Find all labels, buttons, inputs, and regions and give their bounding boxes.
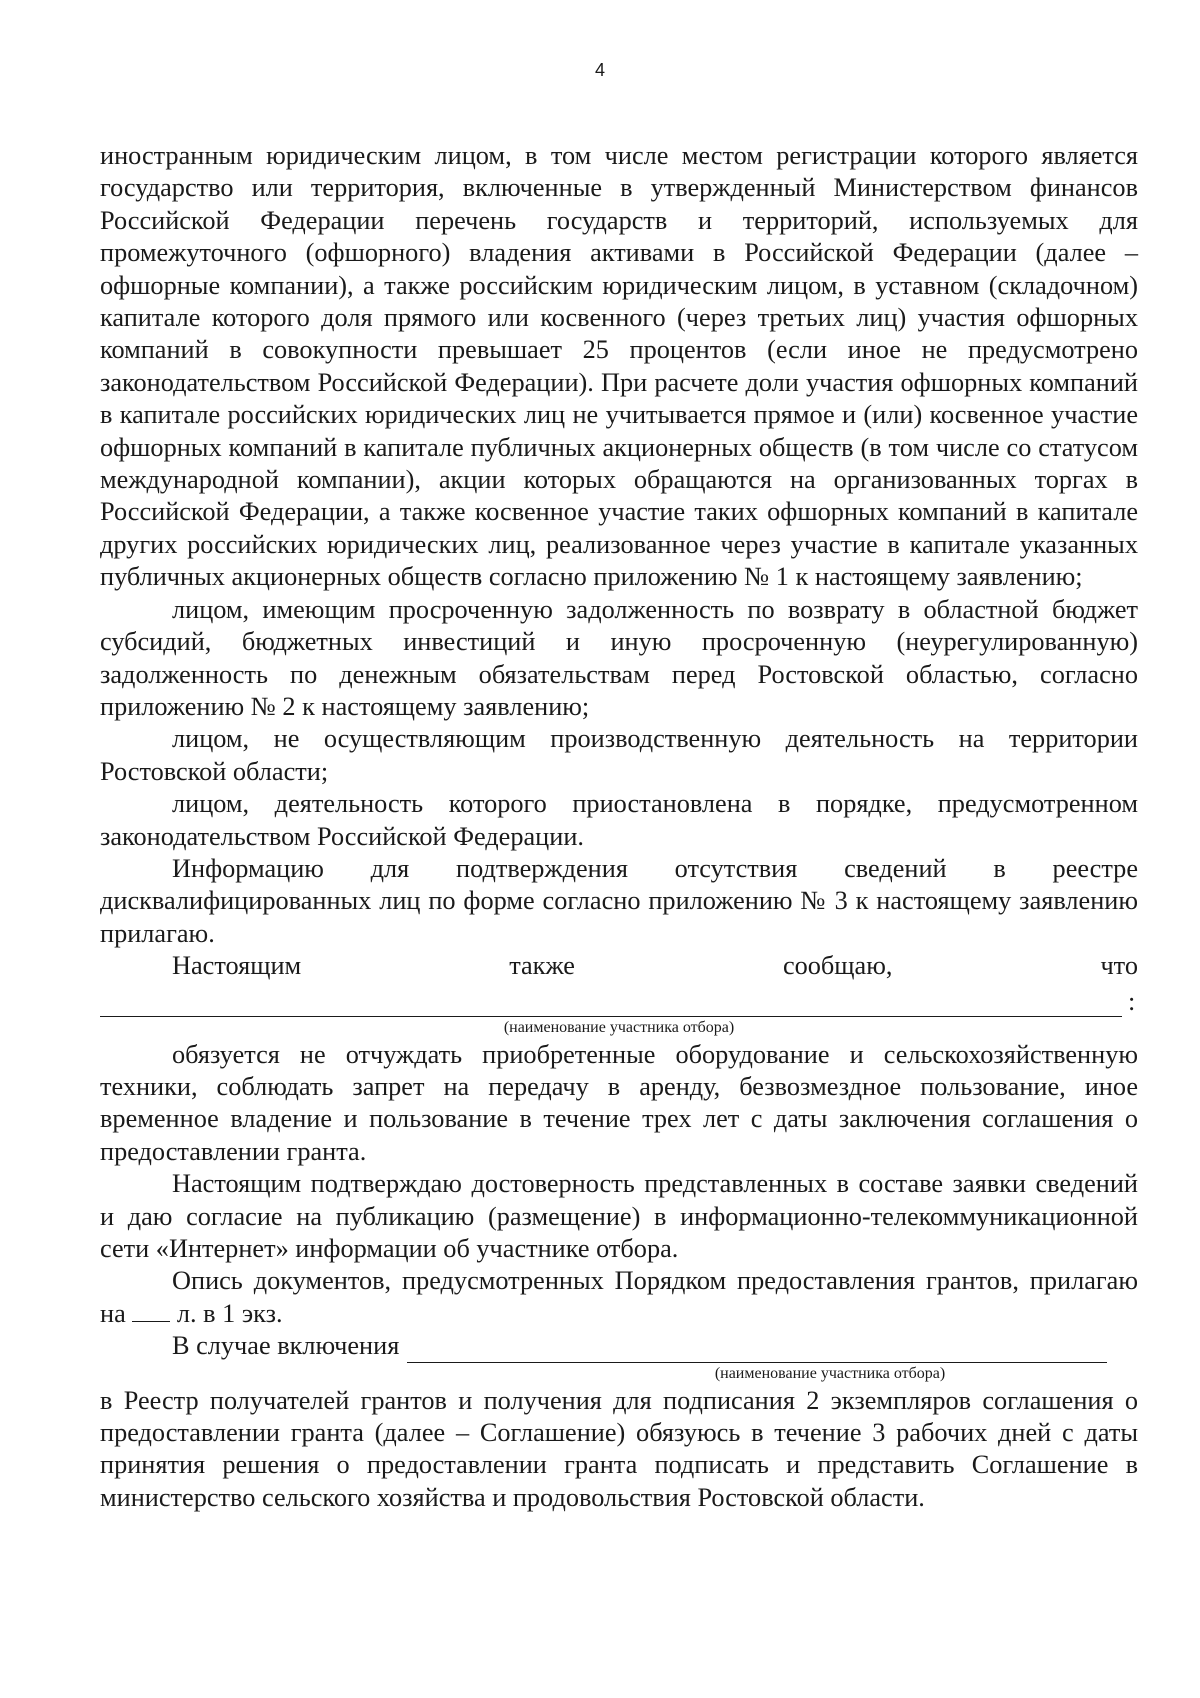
paragraph-suspended: лицом, деятельность которого приостановлена в порядке, предусмотренном законодательством Российской Федерации. (100, 789, 1138, 851)
paragraph-offshore: иностранным юридическим лицом, в том числе местом регистрации которого является государство или территория, включенные в утвержденный Министерством финансов Российской Федерации перечень государств и территорий, используемых для промежуточного (офшорного) владения активами в Российской Федерации (далее – офшорные компании), а также российским юридическим лицом, в уставном (складочном) капитале которого доля прямого или косвенного (через третьих лиц) участия офшорных компаний в совокупности превышает 25 процентов (если иное не предусмотрено законодательством Российской Федерации). При расчете доли участия офшорных компаний в капитале российских юридических лиц не учитывается прямое и (или) косвенное участие офшорных компаний в капитале публичных акционерных обществ (в том числе со статусом международной компании), акции которых обращаются на организованных торгах в Российской Федерации, а также косвенное участие таких офшорных компаний в капитале других российских юридических лиц, реализованное через участие в капитале указанных публичных акционерных обществ согласно приложению № 1 к настоящему заявлению; (100, 141, 1138, 592)
participant-name-field[interactable] (100, 983, 1138, 1017)
statement-word-1: Настоящим (172, 951, 302, 981)
inventory-copies: л. в 1 экз. (176, 1298, 283, 1328)
inclusion-participant-caption: (наименование участника отбора) (714, 1364, 946, 1382)
paragraph-production: лицом, не осуществляющим производственную деятельность на территории Ростовской области; (100, 724, 1138, 786)
document-body (100, 140, 1138, 1514)
inclusion-text: В случае включения (172, 1331, 400, 1361)
participant-name-underline[interactable] (100, 988, 1122, 1017)
statement-word-3: сообщаю, (782, 951, 893, 981)
paragraph-confirmation: Настоящим подтверждаю достоверность представленных в составе заявки сведений и даю согласие на публикацию (размещение) в информационно-телекоммуникационной сети «Интернет» информации об участнике отбора. (100, 1169, 1138, 1263)
sheet-count-blank[interactable] (132, 1299, 170, 1322)
statement-word-2: также (509, 951, 575, 981)
paragraph-disqualified: Информацию для подтверждения отсутствия сведений в реестре дисквалифицированных лиц по форме согласно приложению № 3 к настоящему заявлению прилагаю. (100, 853, 1138, 948)
paragraph-debt: лицом, имеющим просроченную задолженность по возврату в областной бюджет субсидий, бюджетных инвестиций и иную просроченную (неурегулированную) задолженность по денежным обязательствам перед Ростовской областью, согласно приложению № 2 к настоящему заявлению; (100, 594, 1138, 721)
page-number: 4 (594, 60, 605, 80)
paragraph-registry: в Реестр получателей грантов и получения для подписания 2 экземпляров соглашения о предоставлении гранта (далее – Соглашение) обязуюсь в течение 3 рабочих дней с даты принятия решения о предоставлении гранта подписать и представить Соглашение в министерство сельского хозяйства и продовольствия Ростовской области. (100, 1385, 1138, 1512)
statement-line (100, 950, 1138, 982)
paragraph-inventory (100, 1265, 1138, 1330)
paragraph-obligation: обязуется не отчуждать приобретенные оборудование и сельскохозяйственную техники, соблюдать запрет на передачу в аренду, безвозмездное пользование, иное временное владение и пользование в течение трех лет с даты заключения соглашения о предоставлении гранта. (100, 1039, 1138, 1166)
inventory-text: Опись документов, предусмотренных Порядком предоставления грантов, прилагаю на (100, 1266, 1138, 1328)
inclusion-participant-blank[interactable] (407, 1336, 1107, 1363)
participant-name-colon: : (1128, 986, 1136, 1016)
participant-name-caption: (наименование участника отбора) (503, 1018, 735, 1036)
inclusion-line (100, 1330, 1138, 1362)
statement-word-4: что (1100, 951, 1138, 981)
